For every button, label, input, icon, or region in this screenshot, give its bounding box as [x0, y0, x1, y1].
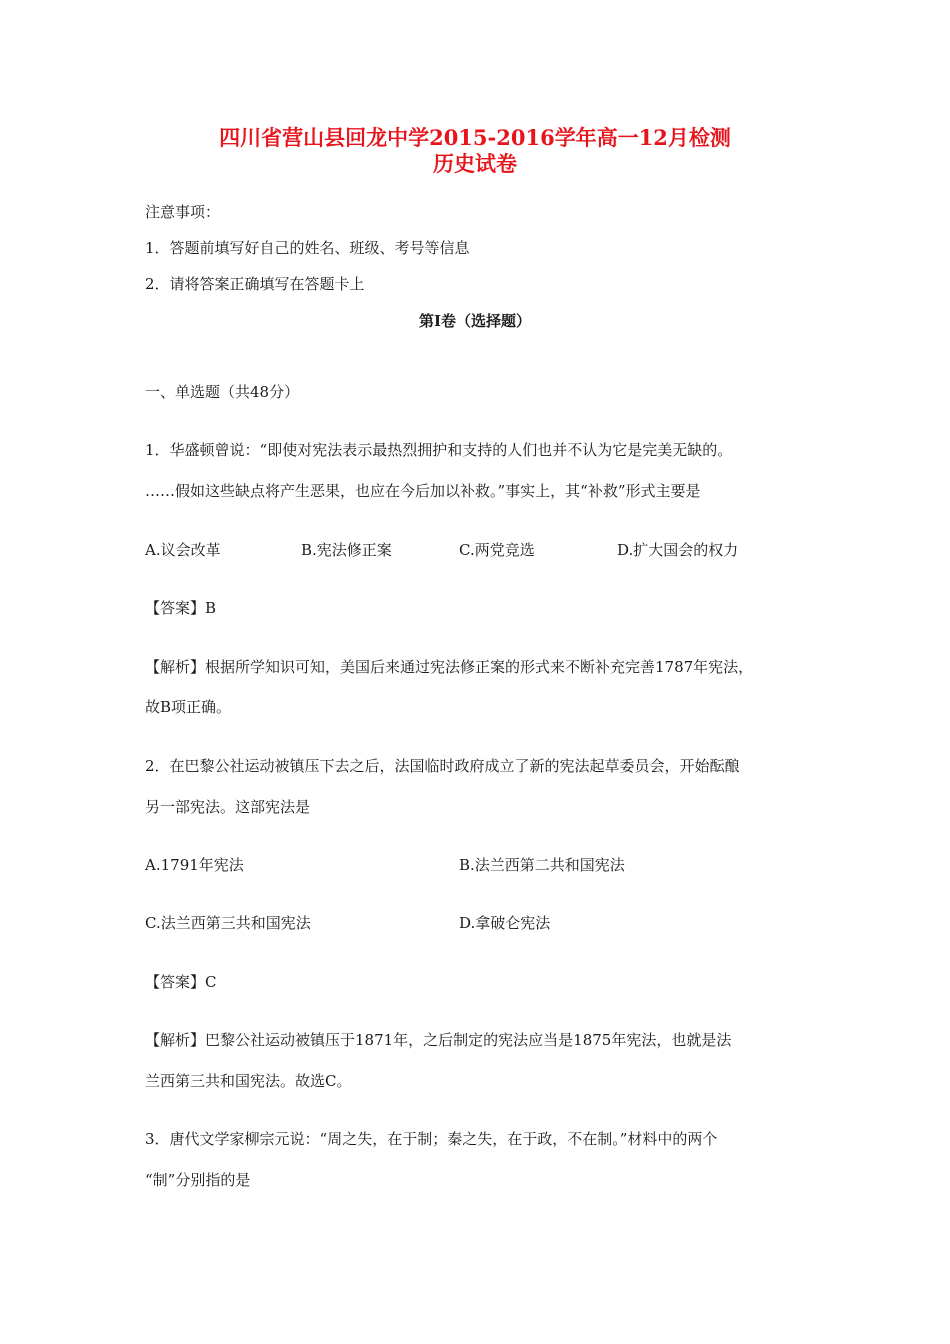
question-1-option-d: D.扩大国会的权力	[617, 541, 739, 559]
question-2-analysis-line-1: 【解析】巴黎公社运动被镇压于1871年，之后制定的宪法应当是1875年宪法，也就是法	[145, 1031, 732, 1049]
question-1-analysis-line-2: 故B项正确。	[145, 698, 232, 716]
section-title: 第I卷（选择题）	[418, 312, 532, 330]
question-1-option-c: C.两党竞选	[459, 541, 535, 559]
question-3-line-1: 3．唐代文学家柳宗元说：“周之失，在于制；秦之失，在于政，不在制。”材料中的两个	[145, 1130, 718, 1148]
question-2-option-c: C.法兰西第三共和国宪法	[145, 914, 311, 932]
question-2-answer: 【答案】C	[145, 973, 217, 991]
question-2-option-a: A.1791年宪法	[145, 856, 244, 874]
question-1-analysis-line-1: 【解析】根据所学知识可知，美国后来通过宪法修正案的形式来不断补充完善1787年宪法，	[145, 658, 754, 676]
question-2-option-b: B.法兰西第二共和国宪法	[459, 856, 625, 874]
question-2-option-d: D.拿破仑宪法	[459, 914, 551, 932]
part-title: 一、单选题（共48分）	[145, 383, 300, 401]
exam-title-line2: 历史试卷	[433, 151, 517, 176]
question-1-option-b: B.宪法修正案	[301, 541, 392, 559]
question-2-line-2: 另一部宪法。这部宪法是	[145, 798, 311, 816]
question-3-line-2: “制”分别指的是	[145, 1171, 251, 1189]
notes-heading: 注意事项：	[145, 203, 221, 221]
question-1-line-1: 1．华盛顿曾说：“即使对宪法表示最热烈拥护和支持的人们也并不认为它是完美无缺的。	[145, 441, 733, 459]
question-2-line-1: 2．在巴黎公社运动被镇压下去之后，法国临时政府成立了新的宪法起草委员会，开始酝酿	[145, 757, 740, 775]
question-1-option-a: A.议会改革	[145, 541, 221, 559]
question-1-answer: 【答案】B	[145, 599, 217, 617]
note-item-2: 2．请将答案正确填写在答题卡上	[145, 275, 365, 293]
question-1-line-2: ……假如这些缺点将产生恶果，也应在今后加以补救。”事实上，其“补救”形式主要是	[145, 482, 701, 500]
note-item-1: 1．答题前填写好自己的姓名、班级、考号等信息	[145, 239, 470, 257]
exam-title-line1: 四川省营山县回龙中学2015-2016学年高一12月检测	[219, 125, 731, 150]
question-2-analysis-line-2: 兰西第三共和国宪法。故选C。	[145, 1072, 352, 1090]
